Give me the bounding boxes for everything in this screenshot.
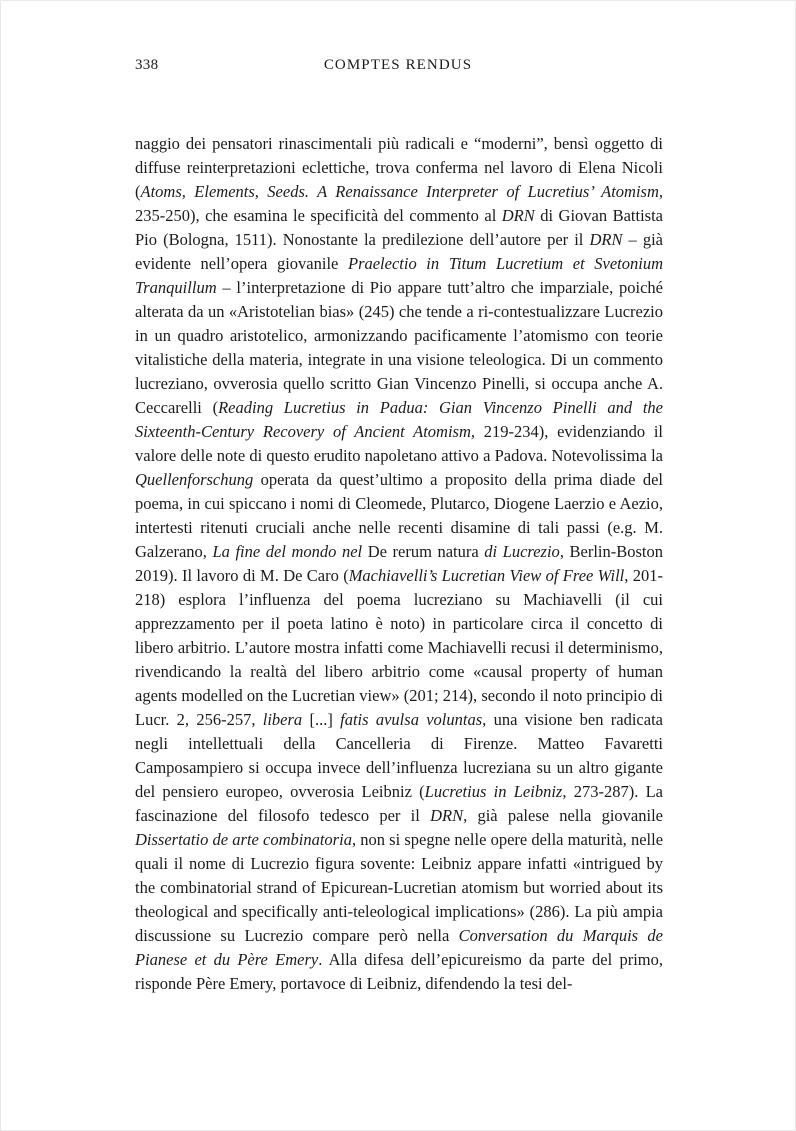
page-number: 338 <box>135 57 159 73</box>
page-header <box>0 57 796 79</box>
body-text: naggio dei pensatori rinascimentali più radicali e “moderni”, bensì oggetto di diffuse reinterpretazioni eclettiche, trova conferma nel lavoro di Elena Nicoli (Atoms, Elements, Seeds. A Renaissance Interpreter of Lucretius’ Atomism, 235-250), che esamina le specificità del commento al DRN di Giovan Battista Pio (Bologna, 1511). Nonostante la predilezione dell’autore per il DRN – già evidente nell’opera giovanile Praelectio in Titum Lucretium et Svetonium Tranquillum – l’interpretazione di Pio appare tutt’altro che imparziale, poiché alterata da un «Aristotelian bias» (245) che tende a ri-contestualizzare Lucrezio in un quadro aristotelico, armonizzando pacificamente l’atomismo con teorie vitalistiche della materia, integrate in una visione teleologica. Di un commento lucreziano, ovverosia quello scritto Gian Vincenzo Pinelli, si occupa anche A. Ceccarelli (Reading Lucretius in Padua: Gian Vincenzo Pinelli and the Sixteenth-Century Recovery of Ancient Atomism, 219-234), evidenziando il valore delle note di questo erudito napoletano attivo a Padova. Notevolissima la Quellenforschung operata da quest’ultimo a proposito della prima diade del poema, in cui spiccano i nomi di Cleomede, Plutarco, Diogene Laerzio e Aezio, intertesti ritenuti cruciali anche nelle recenti disamine di tali passi (e.g. M. Galzerano, La fine del mondo nel De rerum natura di Lucrezio, Berlin-Boston 2019). Il lavoro di M. De Caro (Machiavelli’s Lucretian View of Free Will, 201-218) esplora l’influenza del poema lucreziano su Machiavelli (il cui apprezzamento per il poeta latino è noto) in particolare circa il concetto di libero arbitrio. L’autore mostra infatti come Machiavelli recusi il determinismo, rivendicando la realtà del libero arbitrio come «causal property of human agents modelled on the Lucretian view» (201; 214), secondo il noto principio di Lucr. 2, 256-257, libera [...] fatis avulsa voluntas, una visione ben radicata negli intellettuali della Cancelleria di Firenze. Matteo Favaretti Camposampiero si occupa invece dell’influenza lucreziana su un altro gigante del pensiero europeo, ovverosia Leibniz (Lucretius in Leibniz, 273-287). La fascinazione del filosofo tedesco per il DRN, già palese nella giovanile Dissertatio de arte combinatoria, non si spegne nelle opere della maturità, nelle quali il nome di Lucrezio figura sovente: Leibniz appare infatti «intrigued by the combinatorial strand of Epicurean-Lucretian atomism but worried about its theological and specifically anti-teleological implications» (286). La più ampia discussione su Lucrezio compare però nella Conversation du Marquis de Pianese et du Père Emery. Alla difesa dell’epicureismo da parte del primo, risponde Père Emery, portavoce di Leibniz, difendendo la tesi del- <box>135 134 664 993</box>
running-head: COMPTES RENDUS <box>323 57 473 73</box>
